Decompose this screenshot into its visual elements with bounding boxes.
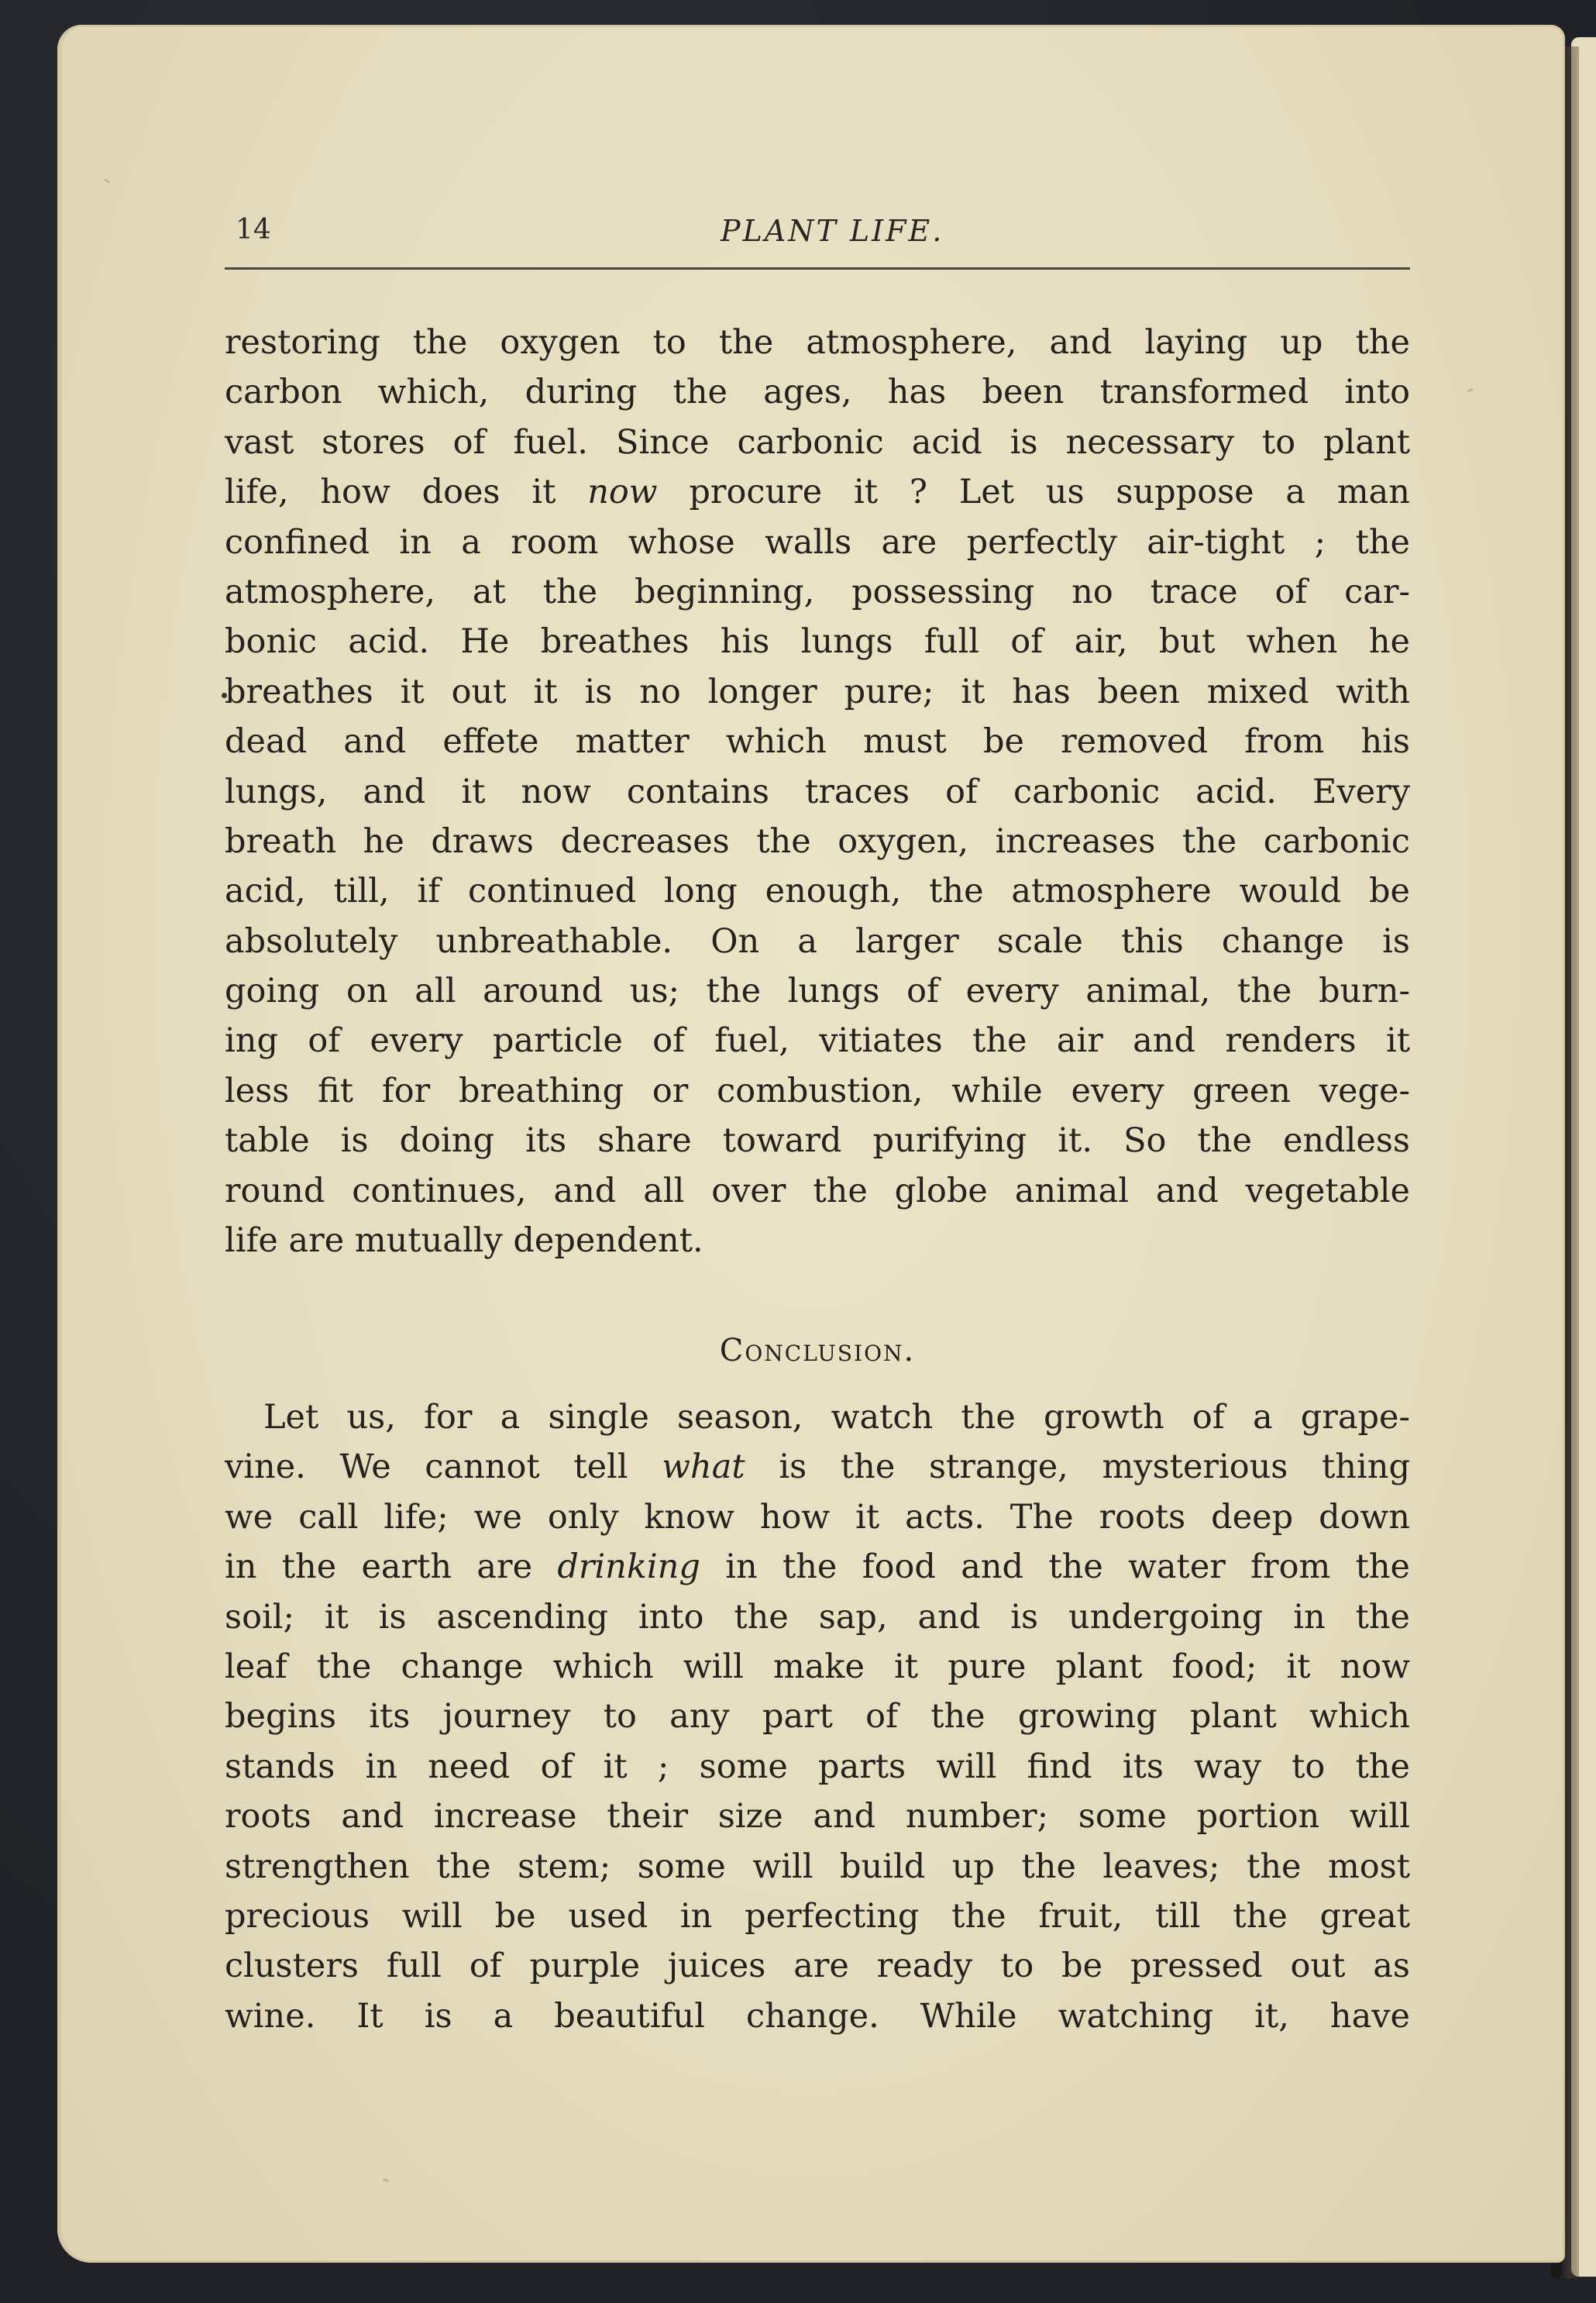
text-line: bonic acid. He breathes his lungs full of air, but when he [225,622,1410,662]
text-line: less fit for breathing or combustion, while every green vege- [225,1071,1410,1110]
text-line: acid, till, if continued long enough, the atmosphere would be [225,872,1410,911]
text-line: wine. It is a beautiful change. While watching it, have [225,1996,1410,2036]
running-head [225,201,1433,256]
text-segment: life, how does it [225,473,588,512]
text-line [225,467,1410,517]
text-line: clusters full of purple juices are ready to be pressed out as [225,1947,1410,1986]
text-segment: procure it ? Let us suppose a man [657,473,1410,512]
text-line: begins its journey to any part of the growing plant which [225,1697,1410,1737]
text-line: soil; it is ascending into the sap, and is undergoing in the [225,1597,1410,1637]
text-line: carbon which, during the ages, has been transformed into [225,373,1410,412]
text-segment: is the strange, mysterious thing [745,1448,1410,1487]
text-line: table is doing its share toward purifying it. So the endless [225,1121,1410,1161]
text-line: we call life; we only know how it acts. The roots deep down [225,1497,1410,1537]
paragraph-2 [225,1392,1410,2041]
italic-word: drinking [557,1547,700,1587]
text-line: restoring the oxygen to the atmosphere, and laying up the [225,323,1410,362]
text-line [225,1542,1410,1592]
running-title: PLANT LIFE. [721,214,944,248]
text-line: strengthen the stem; some will build up the leaves; the most [225,1847,1410,1886]
text-line: ing of every particle of fuel, vitiates the air and renders it [225,1021,1410,1061]
text-line: atmosphere, at the beginning, possessing no trace of car- [225,572,1410,611]
section-heading: Conclusion. [719,1333,916,1368]
text-line: breath he draws decreases the oxygen, increases the carbonic [225,821,1410,861]
text-line [225,1442,1410,1492]
text-line: leaf the change which will make it pure plant food; it now [225,1647,1410,1686]
text-line: precious will be used in perfecting the fruit, till the great [225,1896,1410,1936]
text-line: dead and effete matter which must be removed from his [225,722,1410,762]
text-line: vast stores of fuel. Since carbonic acid is necessary to plant [225,422,1410,462]
page-number: 14 [236,214,271,246]
book-page [57,25,1565,2263]
header-rule [225,267,1410,270]
italic-word: what [662,1448,745,1487]
text-segment: vine. We cannot tell [225,1448,662,1487]
text-line: stands in need of it ; some parts will find its way to the [225,1747,1410,1786]
text-line: roots and increase their size and number; some portion will [225,1797,1410,1837]
text-line: Let us, for a single season, watch the growth of a grape- [263,1398,1410,1437]
text-line: life are mutually dependent. [225,1221,703,1261]
text-line: lungs, and it now contains traces of carbonic acid. Every [225,772,1410,811]
text-line: confined in a room whose walls are perfectly air-tight ; the [225,522,1410,562]
paper-fleck [1467,388,1474,393]
text-line: absolutely unbreathable. On a larger scale this change is [225,921,1410,961]
text-line: round continues, and all over the globe animal and vegetable [225,1171,1410,1210]
text-line: going on all around us; the lungs of every animal, the burn- [225,972,1410,1011]
paper-fleck [383,2178,390,2182]
paragraph-1 [225,318,1410,1265]
italic-word: now [587,473,658,512]
text-segment: in the earth are [225,1547,558,1587]
text-line: breathes it out it is no longer pure; it has been mixed with [225,672,1410,711]
text-segment: in the food and the water from the [700,1547,1410,1587]
paper-fleck [104,178,110,184]
